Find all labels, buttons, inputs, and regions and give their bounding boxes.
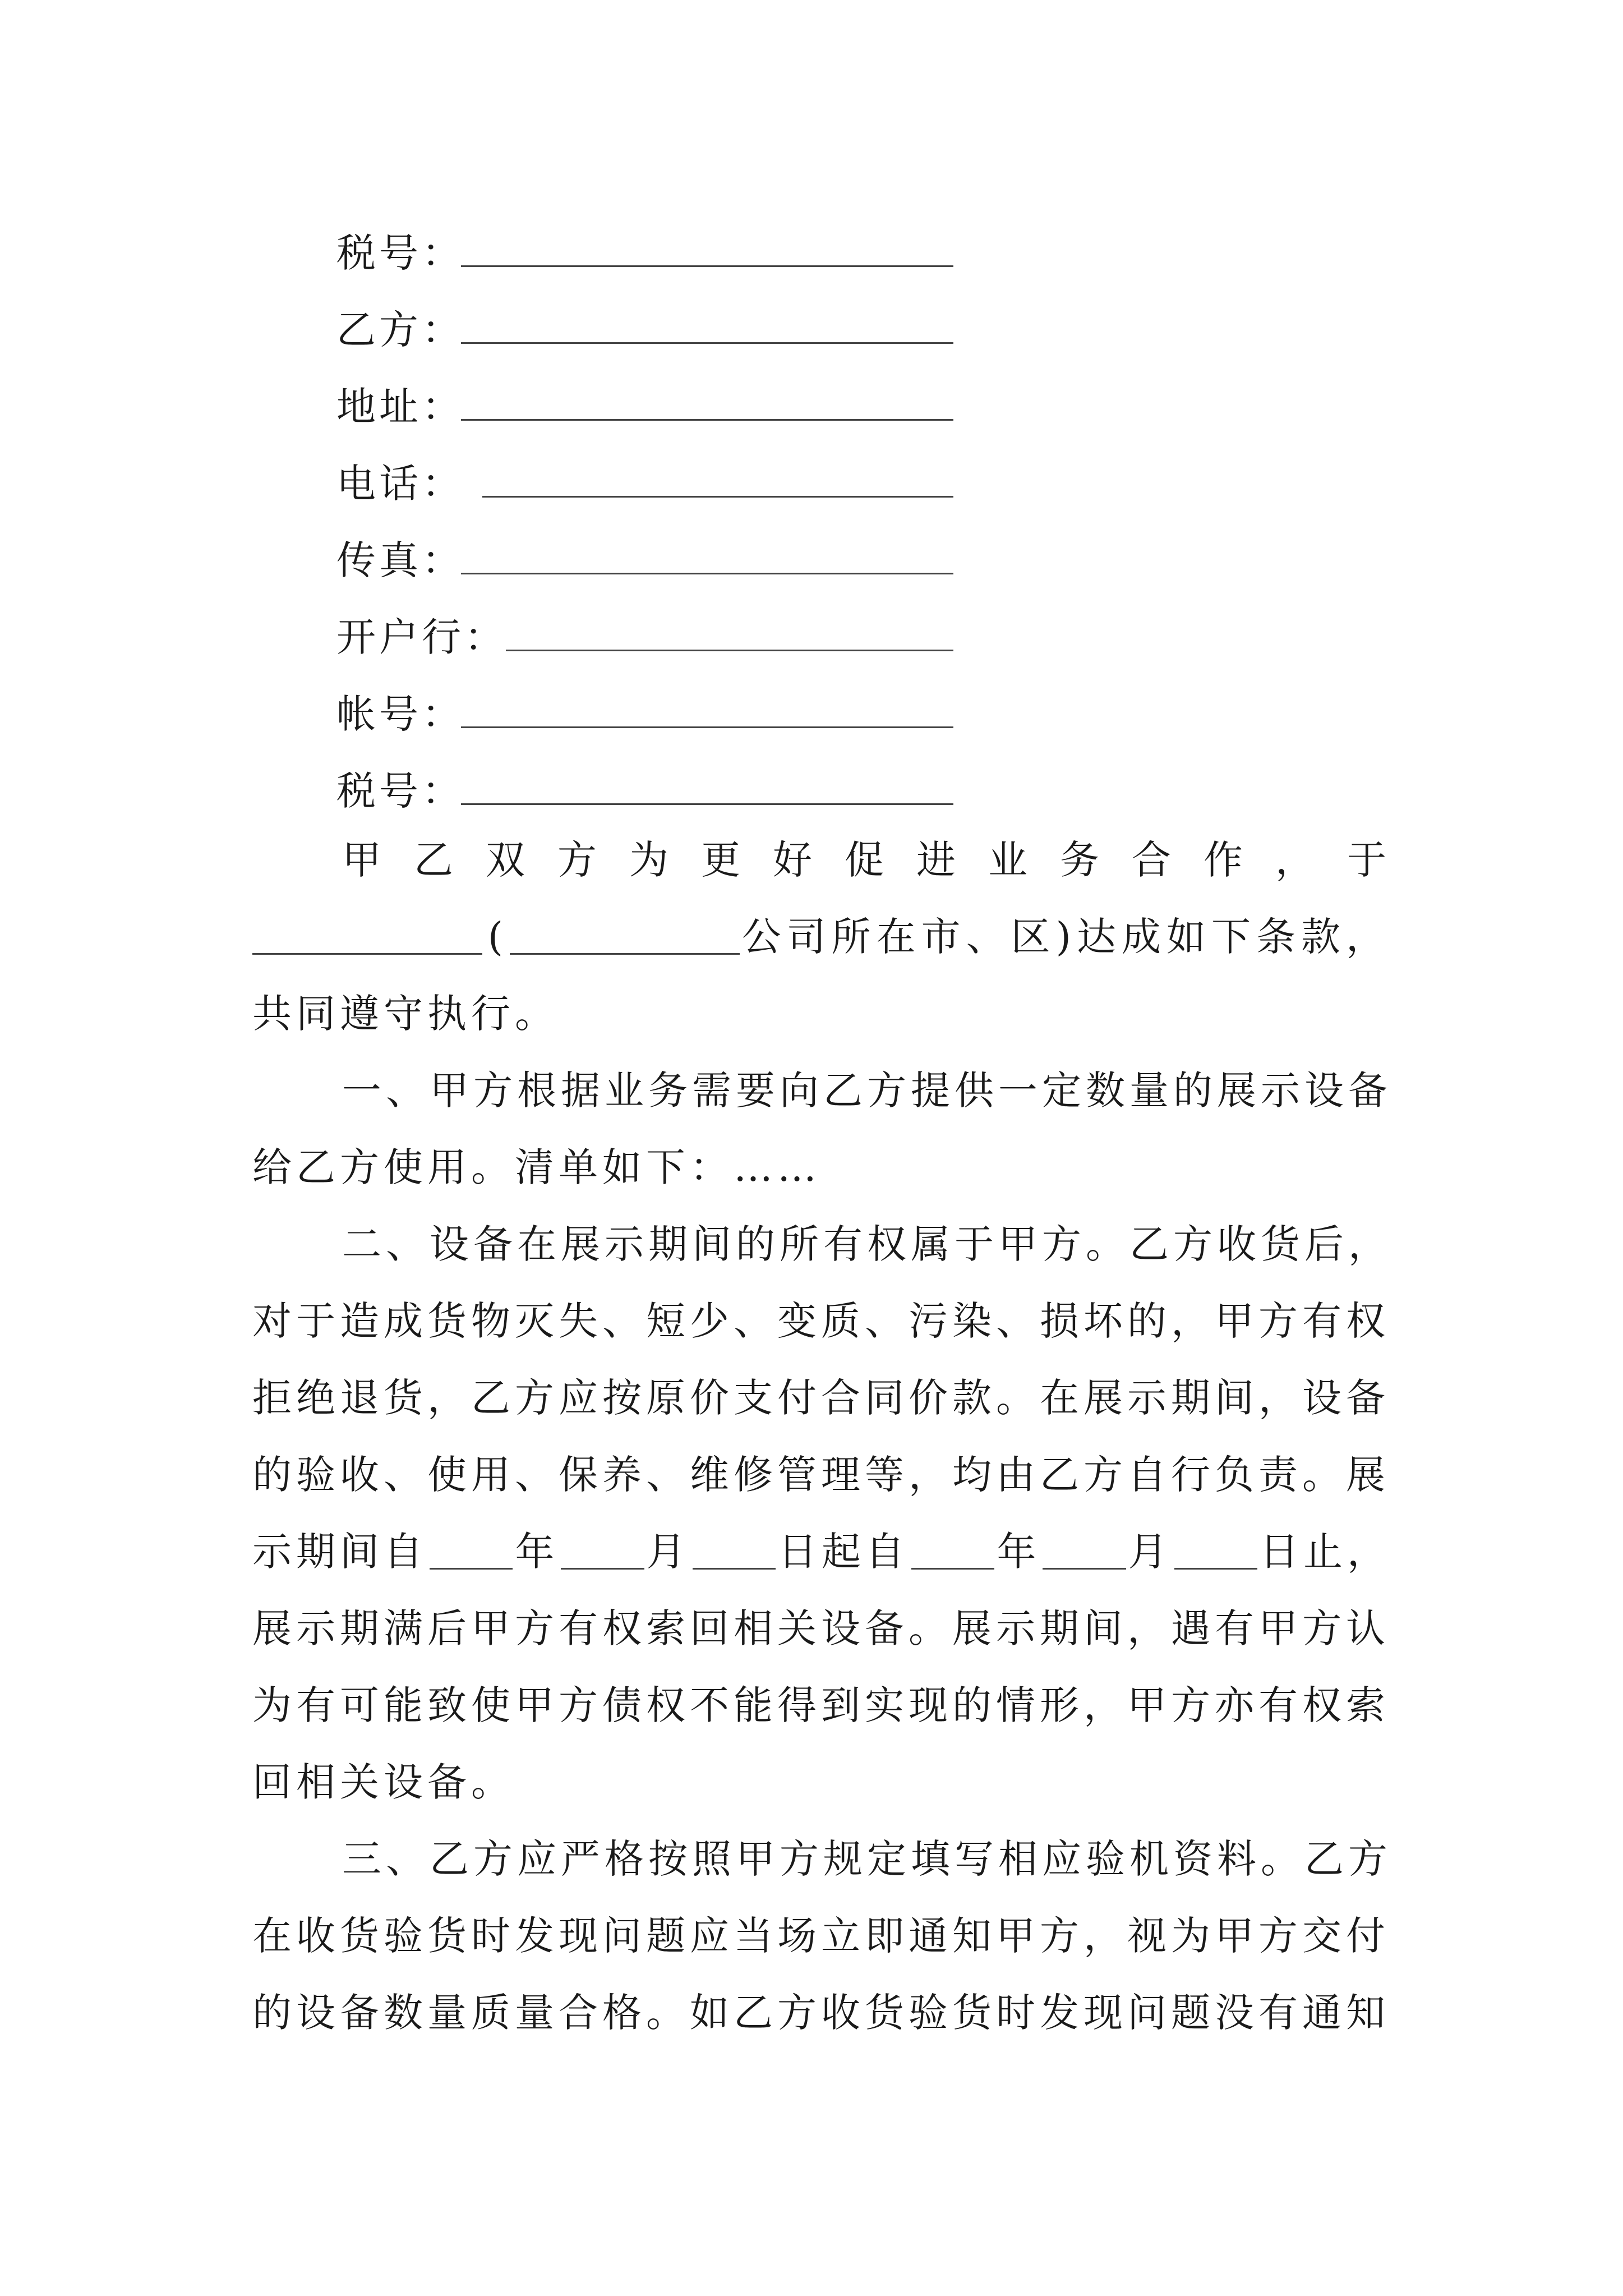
clause-3: [252, 1821, 1391, 2051]
field-label: 税号：: [336, 230, 464, 276]
display-period-line: [252, 1513, 1391, 1590]
intro-char: 更: [701, 837, 745, 883]
intro-char: 进: [916, 837, 960, 883]
intro-char: 于: [1347, 837, 1391, 883]
intro-paragraph: [252, 822, 1391, 1052]
start-year-blank[interactable]: [430, 1534, 513, 1570]
field-label: 电话：: [336, 461, 464, 507]
intro-char: 务: [1060, 837, 1104, 883]
field-label: 帐号：: [336, 691, 464, 737]
clause-1-line-1: 一、甲方根据业务需要向乙方提供一定数量的展示设备: [342, 1068, 1392, 1114]
field-tax-number-b: [336, 748, 953, 825]
field-account: [336, 671, 953, 748]
clause-1-line-2: 给乙方使用。清单如下：……: [252, 1144, 821, 1190]
period-day-1: 日起自: [777, 1529, 909, 1575]
intro-line-3: 共同遵守执行。: [252, 991, 559, 1037]
period-day-2: 日止，: [1259, 1529, 1391, 1575]
field-bank: [336, 595, 953, 671]
intro-char: 方: [557, 837, 601, 883]
field-address: [336, 364, 953, 441]
clause-2-line-4: 的验收、使用、保养、维修管理等，均由乙方自行负责。展: [252, 1452, 1390, 1498]
field-blank-line[interactable]: [506, 650, 953, 651]
field-tax-number: [336, 210, 953, 287]
intro-char: 促: [845, 837, 888, 883]
clause-3-line-1: 三、乙方应严格按照甲方规定填写相应验机资料。乙方: [342, 1836, 1392, 1882]
field-label: 税号：: [336, 768, 464, 814]
clause-2-line-1: 二、设备在展示期间的所有权属于甲方。乙方收货后，: [342, 1221, 1392, 1267]
field-blank-line[interactable]: [461, 573, 953, 574]
intro-location-blank[interactable]: [252, 919, 482, 955]
clause-2-line-7: 为有可能致使甲方债权不能得到实现的情形，甲方亦有权索: [252, 1682, 1390, 1728]
intro-char: 乙: [414, 837, 458, 883]
clause-2-line-3: 拒绝退货，乙方应按原价支付合同价款。在展示期间，设备: [252, 1375, 1390, 1421]
field-blank-line[interactable]: [461, 726, 953, 728]
end-month-blank[interactable]: [1043, 1534, 1126, 1570]
clause-2: [252, 1206, 1391, 1821]
intro-open-paren: (: [487, 914, 508, 960]
field-label: 乙方：: [336, 307, 464, 353]
end-day-blank[interactable]: [1174, 1534, 1257, 1570]
intro-char: 合: [1132, 837, 1175, 883]
intro-char: ，: [1275, 837, 1319, 883]
field-blank-line[interactable]: [461, 265, 953, 267]
intro-char: 双: [486, 837, 529, 883]
period-month-2: 月: [1128, 1529, 1172, 1575]
contract-body: [252, 822, 1391, 2051]
field-phone: [336, 441, 953, 518]
field-blank-line[interactable]: [482, 496, 953, 498]
intro-line-1: [252, 822, 1391, 899]
clause-2-line-2: 对于造成货物灭失、短少、变质、污染、损坏的，甲方有权: [252, 1298, 1390, 1344]
clause-2-line-8: 回相关设备。: [252, 1759, 515, 1805]
intro-line-2-text: 公司所在市、区)达成如下条款，: [741, 914, 1391, 960]
field-blank-line[interactable]: [461, 803, 953, 805]
clause-2-line-6: 展示期满后甲方有权索回相关设备。展示期间，遇有甲方认: [252, 1605, 1390, 1651]
start-month-blank[interactable]: [561, 1534, 644, 1570]
field-label: 传真：: [336, 537, 464, 583]
field-fax: [336, 518, 953, 595]
intro-char: 甲: [342, 837, 386, 883]
clause-1: [252, 1052, 1391, 1206]
clause-3-line-2: 在收货验货时发现问题应当场立即通知甲方，视为甲方交付: [252, 1913, 1390, 1959]
intro-line-2: [252, 899, 1391, 976]
period-month-1: 月: [646, 1529, 690, 1575]
intro-char: 为: [629, 837, 673, 883]
period-year-2: 年: [997, 1529, 1041, 1575]
field-party-b: [336, 287, 953, 364]
intro-city-blank[interactable]: [510, 919, 740, 955]
period-start-text: 示期间自: [252, 1529, 427, 1575]
field-blank-line[interactable]: [461, 342, 953, 344]
start-day-blank[interactable]: [693, 1534, 776, 1570]
intro-char: 好: [773, 837, 817, 883]
period-year-1: 年: [515, 1529, 559, 1575]
party-info-fields: [336, 210, 953, 825]
intro-char: 业: [988, 837, 1032, 883]
intro-char: 作: [1204, 837, 1247, 883]
field-label: 开户行：: [336, 614, 507, 660]
field-label: 地址：: [336, 384, 464, 430]
clause-3-line-3: 的设备数量质量合格。如乙方收货验货时发现问题没有通知: [252, 1990, 1390, 2036]
end-year-blank[interactable]: [911, 1534, 994, 1570]
field-blank-line[interactable]: [461, 419, 953, 421]
